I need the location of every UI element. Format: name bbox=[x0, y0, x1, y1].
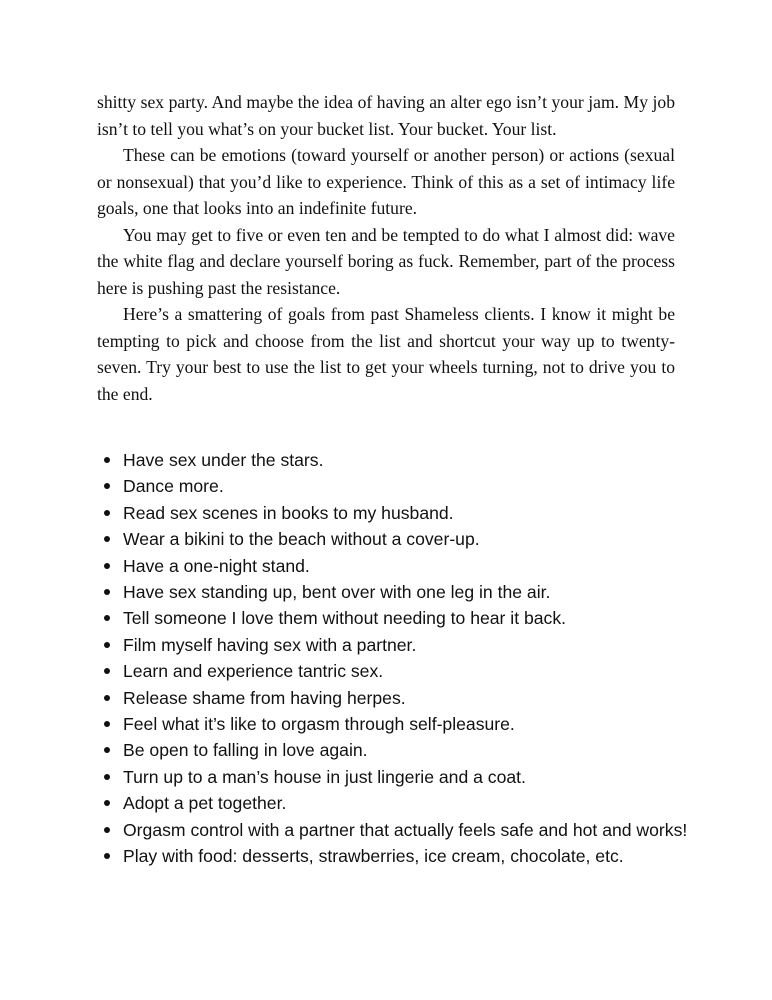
goal-text: Be open to falling in love again. bbox=[123, 740, 368, 761]
goal-text: Learn and experience tantric sex. bbox=[123, 661, 384, 682]
bullet-icon bbox=[104, 721, 110, 727]
goal-text: Read sex scenes in books to my husband. bbox=[123, 502, 454, 523]
goal-text: Tell someone I love them without needing to hear it back. bbox=[123, 608, 567, 629]
list-item bbox=[97, 632, 697, 658]
goal-text: Have a one-night stand. bbox=[123, 555, 310, 576]
bullet-icon bbox=[104, 853, 110, 859]
bullet-icon bbox=[104, 800, 110, 806]
list-item bbox=[97, 579, 697, 605]
list-item bbox=[97, 790, 697, 816]
bullet-icon bbox=[104, 642, 110, 648]
bullet-icon bbox=[104, 615, 110, 621]
goal-text: Film myself having sex with a partner. bbox=[123, 634, 417, 655]
paragraph-emotions-actions: These can be emotions (toward yourself or another person) or actions (sexual or nonsexual) that you’d like to experience. Think of this as a set of intimacy life goals, one that looks into an indefinite future. bbox=[97, 145, 675, 218]
list-item bbox=[97, 473, 697, 499]
paragraph-continuation: shitty sex party. And maybe the idea of having an alter ego isn’t your jam. My job isn’t to tell you what’s on your bucket list. Your bucket. Your list. bbox=[97, 92, 675, 139]
list-item bbox=[97, 553, 697, 579]
paragraph-client-goals: Here’s a smattering of goals from past Shameless clients. I know it might be tempting to pick and choose from the list and shortcut your way up to twenty-seven. Try your best to use the list to get your wheels turning, not to drive you to the end. bbox=[97, 304, 675, 404]
list-item bbox=[97, 500, 697, 526]
list-item bbox=[97, 817, 697, 843]
list-item bbox=[97, 658, 697, 684]
bullet-icon bbox=[104, 668, 110, 674]
bullet-icon bbox=[104, 510, 110, 516]
list-item bbox=[97, 447, 697, 473]
goal-text: Dance more. bbox=[123, 476, 224, 497]
bullet-icon bbox=[104, 695, 110, 701]
list-item bbox=[97, 764, 697, 790]
goal-text: Play with food: desserts, strawberries, ice cream, chocolate, etc. bbox=[123, 846, 624, 867]
bullet-icon bbox=[104, 536, 110, 542]
bullet-icon bbox=[104, 563, 110, 569]
goal-text: Release shame from having herpes. bbox=[123, 687, 406, 708]
goal-text: Wear a bikini to the beach without a cover-up. bbox=[123, 529, 480, 550]
list-item bbox=[97, 711, 697, 737]
bullet-icon bbox=[104, 774, 110, 780]
bullet-icon bbox=[104, 827, 110, 833]
goal-text: Orgasm control with a partner that actually feels safe and hot and works! bbox=[123, 819, 688, 840]
goal-text: Have sex standing up, bent over with one leg in the air. bbox=[123, 582, 551, 603]
bullet-icon bbox=[104, 483, 110, 489]
body-text bbox=[97, 89, 675, 407]
list-item bbox=[97, 605, 697, 631]
goals-list bbox=[97, 447, 697, 870]
paragraph-resistance: You may get to five or even ten and be tempted to do what I almost did: wave the white flag and declare yourself boring as fuck. Remember, part of the process here is pushing past the resistance. bbox=[97, 224, 675, 298]
bullet-icon bbox=[104, 747, 110, 753]
goal-text: Feel what it’s like to orgasm through self-pleasure. bbox=[123, 714, 515, 735]
goal-text: Have sex under the stars. bbox=[123, 450, 324, 470]
goal-text: Turn up to a man’s house in just lingerie and a coat. bbox=[123, 766, 526, 787]
list-item bbox=[97, 843, 697, 869]
bullet-icon bbox=[104, 589, 110, 595]
bullet-icon bbox=[104, 457, 110, 463]
goal-text: Adopt a pet together. bbox=[123, 793, 287, 814]
list-item bbox=[97, 526, 697, 552]
list-item bbox=[97, 685, 697, 711]
list-item bbox=[97, 737, 697, 763]
